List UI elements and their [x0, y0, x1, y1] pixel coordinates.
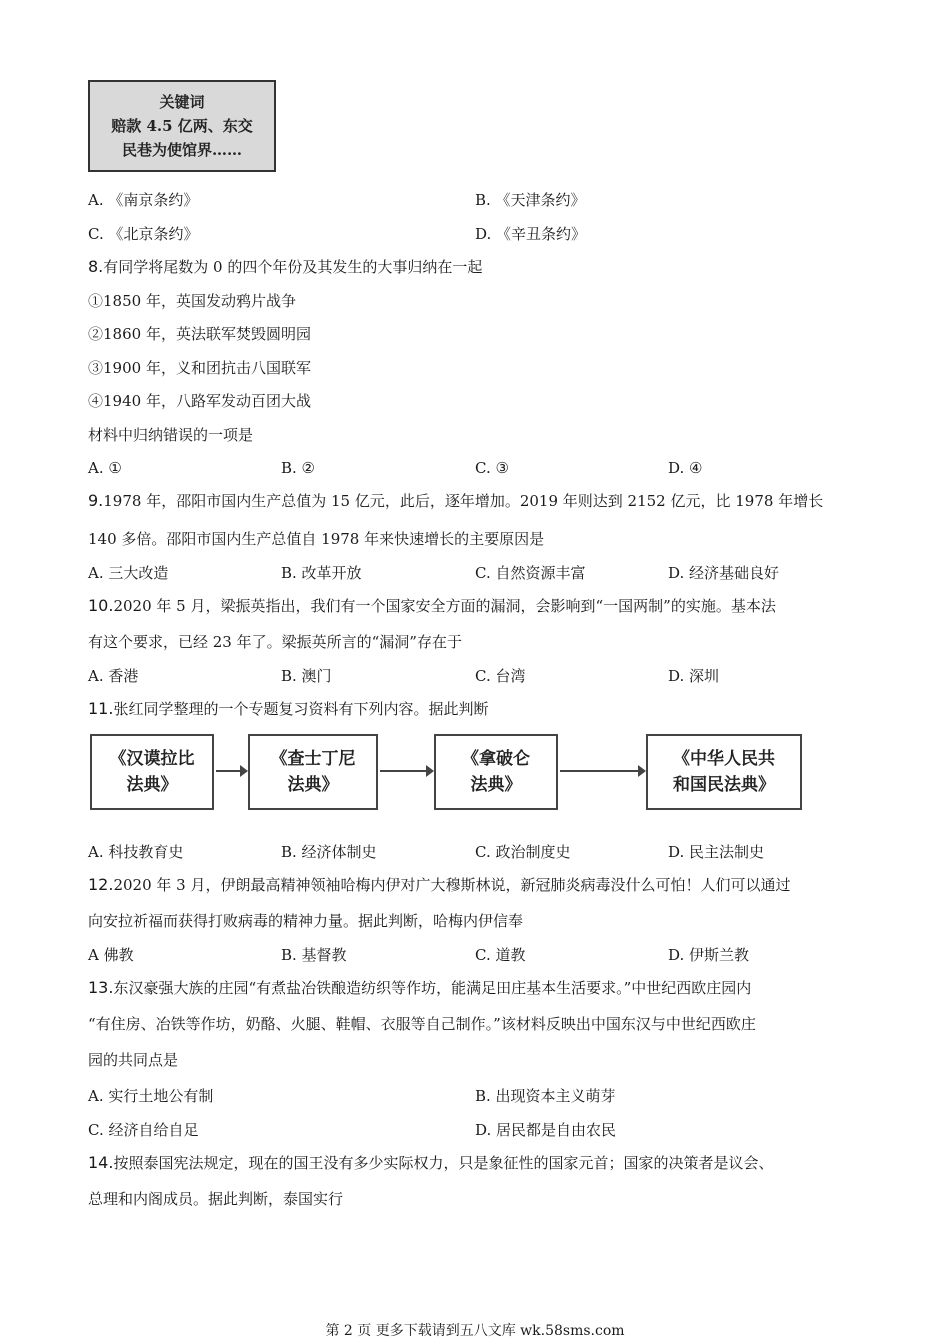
q12-stem-line-1 — [88, 875, 790, 895]
q8-stem-text: 有同学将尾数为 0 的四个年份及其发生的大事归纳在一起 — [103, 258, 483, 276]
q13-option-c: C. 经济自给自足 — [88, 1121, 199, 1139]
q10-stem-text-1: 2020 年 5 月，梁振英指出，我们有一个国家安全方面的漏洞，会影响到“一国两制”的实施。基本法 — [113, 597, 776, 615]
q11-option-a: A. 科技教育史 — [88, 843, 184, 861]
q12-number: 12. — [88, 875, 114, 894]
flow-box-justinian-line-1: 《查士丁尼 — [270, 749, 356, 769]
page-footer: 第 2 页 更多下载请到五八文库 wk.58sms.com — [325, 1323, 625, 1339]
q13-number: 13. — [88, 978, 114, 997]
q14-stem-line-2: 总理和内阁成员。据此判断，泰国实行 — [88, 1190, 344, 1208]
keyword-title: 关键词 — [159, 93, 205, 111]
q12-option-c: C. 道教 — [475, 946, 526, 964]
q10-option-d: D. 深圳 — [668, 667, 720, 685]
keyword-line-2: 民巷为使馆界…… — [121, 141, 242, 159]
keyword-line-1: 赔款 4.5 亿两、东交 — [111, 117, 253, 135]
q13-stem-text-1: 东汉豪强大族的庄园“有煮盐冶铁酿造纺织等作坊，能满足田庄基本生活要求。”中世纪西欧庄园内 — [113, 979, 752, 997]
q8-item-3: ③1900 年，义和团抗击八国联军 — [88, 359, 311, 377]
q13-option-b: B. 出现资本主义萌芽 — [475, 1087, 616, 1105]
q11-number: 11. — [88, 699, 114, 718]
q9-stem-text-1: 1978 年，邵阳市国内生产总值为 15 亿元，此后，逐年增加。2019 年则达到 2152 亿元，比 1978 年增长 — [103, 492, 824, 510]
q8-item-4: ④1940 年，八路军发动百团大战 — [88, 392, 311, 410]
q10-option-c: C. 台湾 — [475, 667, 526, 685]
q10-stem-line-1 — [88, 596, 776, 616]
q9-option-c: C. 自然资源丰富 — [475, 564, 586, 582]
q8-option-d: D. ④ — [668, 459, 703, 477]
flow-box-napoleon — [434, 734, 558, 810]
q9-stem-line-1 — [88, 491, 823, 511]
q12-stem-text-1: 2020 年 3 月，伊朗最高精神领袖哈梅内伊对广大穆斯林说，新冠肺炎病毒没什么可怕！人们可以通过 — [113, 876, 791, 894]
q8-option-b: B. ② — [281, 459, 316, 477]
q9-option-a: A. 三大改造 — [88, 564, 169, 582]
q12-option-a: A 佛教 — [88, 946, 134, 964]
q14-stem-line-1 — [88, 1153, 773, 1173]
q8-item-2: ②1860 年，英法联军焚毁圆明园 — [88, 325, 311, 343]
q9-option-b: B. 改革开放 — [281, 564, 362, 582]
keyword-box — [88, 80, 276, 172]
flow-box-justinian-line-2: 法典》 — [287, 775, 339, 795]
q11-option-d: D. 民主法制史 — [668, 843, 765, 861]
q8-item-1: ①1850 年，英国发动鸦片战争 — [88, 292, 296, 310]
q13-option-d: D. 居民都是自由农民 — [475, 1121, 617, 1139]
q13-stem-line-3: 园的共同点是 — [88, 1051, 179, 1069]
flow-arrow-3 — [560, 770, 644, 772]
q13-stem-line-1 — [88, 978, 751, 998]
q10-stem-line-2: 有这个要求，已经 23 年了。梁振英所言的“漏洞”存在于 — [88, 633, 462, 651]
flow-box-civil-code-line-2: 和国民法典》 — [673, 775, 775, 795]
q12-option-b: B. 基督教 — [281, 946, 347, 964]
q11-stem-text: 张红同学整理的一个专题复习资料有下列内容。据此判断 — [113, 700, 489, 718]
q10-option-b: B. 澳门 — [281, 667, 332, 685]
q8-number: 8. — [88, 257, 104, 276]
flow-arrow-1 — [216, 770, 246, 772]
q7-option-d: D. 《辛丑条约》 — [475, 225, 587, 243]
law-flow-diagram — [90, 734, 802, 812]
flow-box-justinian — [248, 734, 378, 810]
flow-box-hammurabi-line-1: 《汉谟拉比 — [109, 749, 195, 769]
flow-box-hammurabi — [90, 734, 214, 810]
flow-box-civil-code-line-1: 《中华人民共 — [673, 749, 775, 769]
q13-option-a: A. 实行土地公有制 — [88, 1087, 214, 1105]
q13-stem-line-2: “有住房、冶铁等作坊，奶酪、火腿、鞋帽、衣服等自己制作。”该材料反映出中国东汉与中世纪西欧庄 — [88, 1015, 756, 1033]
flow-box-napoleon-line-1: 《拿破仑 — [462, 749, 530, 769]
flow-box-hammurabi-line-2: 法典》 — [126, 775, 178, 795]
q11-option-b: B. 经济体制史 — [281, 843, 377, 861]
q9-stem-line-2: 140 多倍。邵阳市国内生产总值自 1978 年来快速增长的主要原因是 — [88, 530, 545, 548]
q12-option-d: D. 伊斯兰教 — [668, 946, 750, 964]
q10-number: 10. — [88, 596, 114, 615]
q8-stem — [88, 257, 482, 277]
q14-number: 14. — [88, 1153, 114, 1172]
q7-option-a: A. 《南京条约》 — [88, 191, 199, 209]
q8-option-c: C. ③ — [475, 459, 509, 477]
q10-option-a: A. 香港 — [88, 667, 139, 685]
q9-option-d: D. 经济基础良好 — [668, 564, 780, 582]
q9-number: 9. — [88, 491, 104, 510]
q11-stem — [88, 699, 488, 719]
q8-prompt: 材料中归纳错误的一项是 — [88, 426, 254, 444]
q11-option-c: C. 政治制度史 — [475, 843, 571, 861]
q7-option-b: B. 《天津条约》 — [475, 191, 586, 209]
flow-box-civil-code — [646, 734, 802, 810]
q8-option-a: A. ① — [88, 459, 122, 477]
flow-arrow-2 — [380, 770, 432, 772]
q7-option-c: C. 《北京条约》 — [88, 225, 199, 243]
flow-box-napoleon-line-2: 法典》 — [470, 775, 522, 795]
q14-stem-text-1: 按照泰国宪法规定，现在的国王没有多少实际权力，只是象征性的国家元首；国家的决策者是议会、 — [113, 1154, 774, 1172]
q12-stem-line-2: 向安拉祈福而获得打败病毒的精神力量。据此判断，哈梅内伊信奉 — [88, 912, 524, 930]
